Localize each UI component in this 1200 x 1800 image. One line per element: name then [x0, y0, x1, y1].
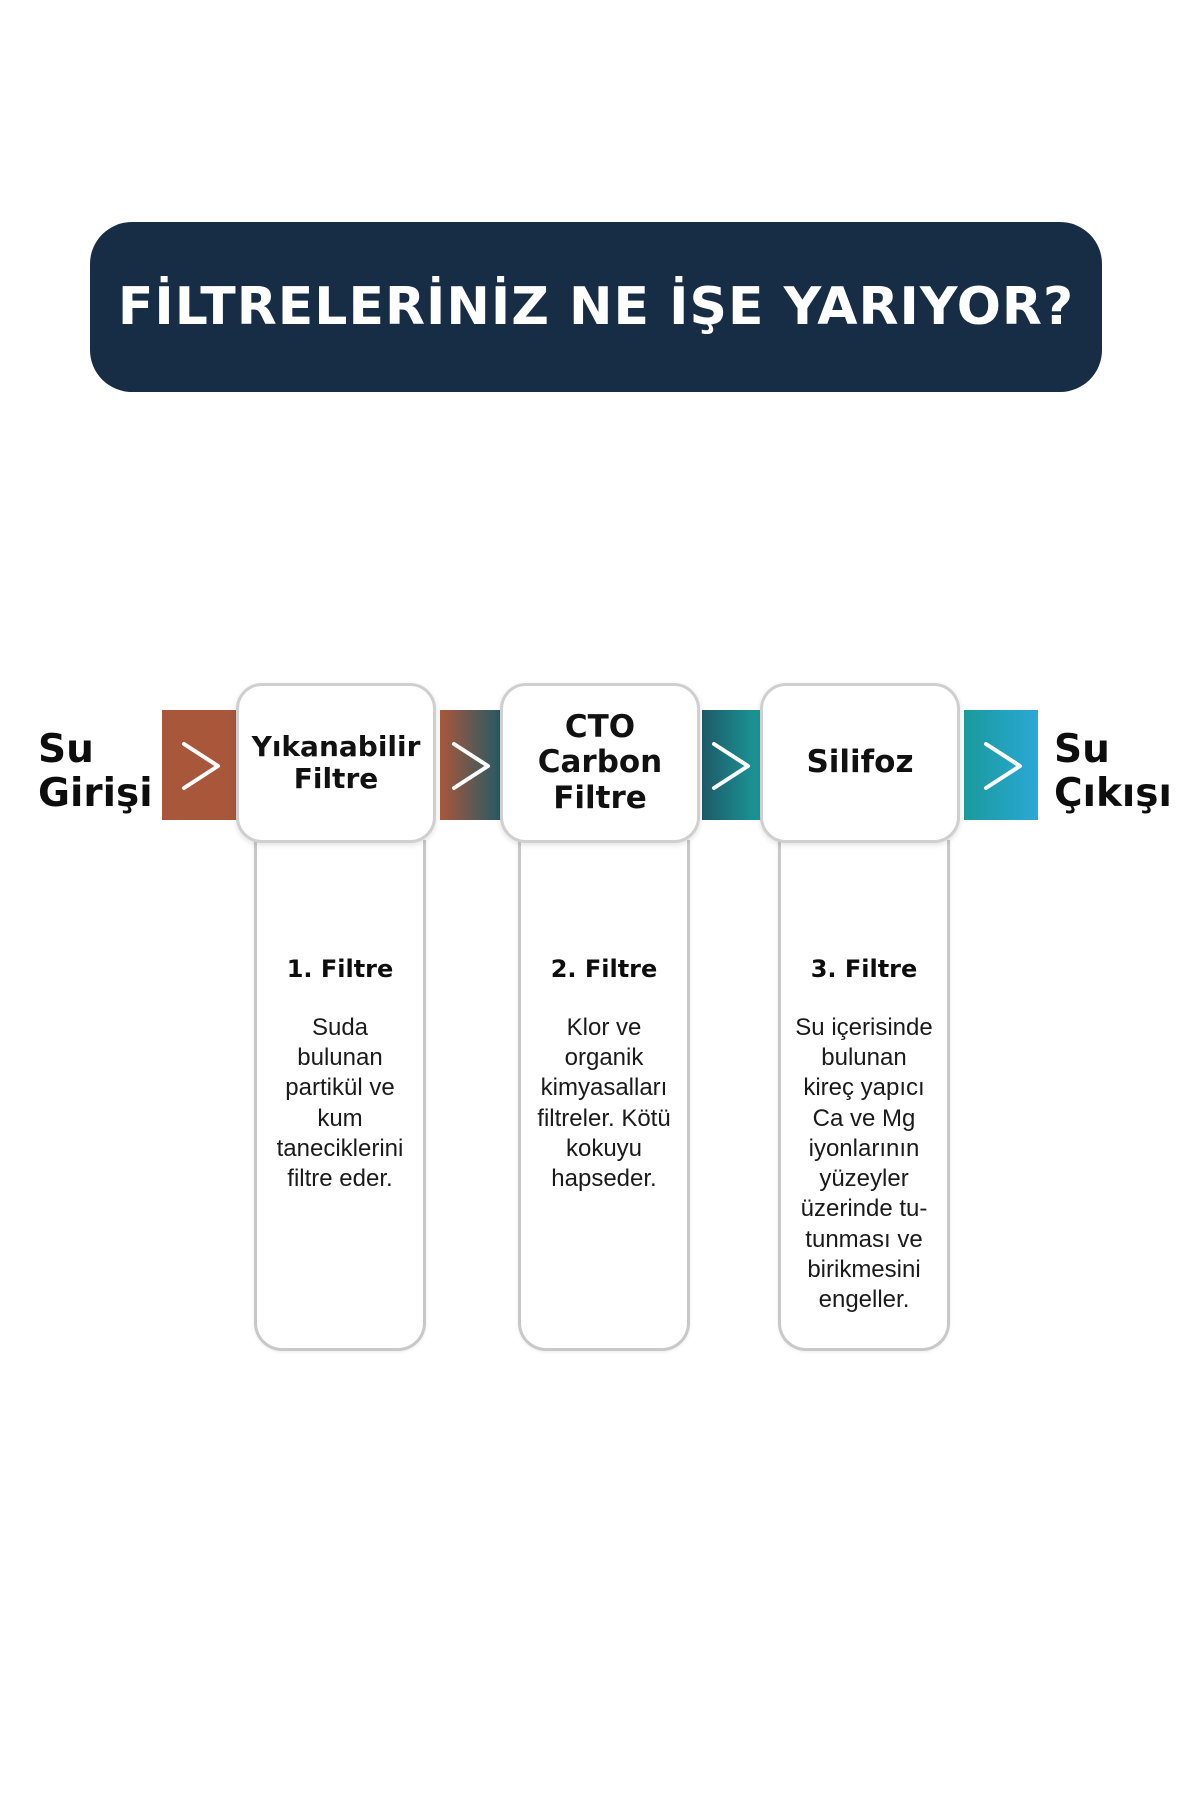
- filter-1-title: Yıkanabilir Filtre: [251, 729, 421, 795]
- filter-2-card: [500, 683, 700, 843]
- filter-2-column: [518, 840, 690, 1351]
- title-banner: [90, 222, 1102, 392]
- filter-3-column: [778, 840, 950, 1351]
- chevron-right-icon: [178, 740, 224, 792]
- filter-3-card: [760, 683, 960, 843]
- filter-2-title: CTO Carbon Filtre: [537, 708, 663, 816]
- filter-3-description: Su içerisinde bulunan kireç yapıcı Ca ve Mg iyonlarının yüzeyler üzerinde tu- tunması ve birikmesini engeller.: [795, 1014, 933, 1314]
- filter-1-column: [254, 840, 426, 1351]
- water-input-label: Su Girişi: [38, 727, 153, 816]
- filter-3-heading: 3. Filtre: [810, 955, 918, 983]
- chevron-right-icon: [448, 740, 494, 792]
- filter-2-heading: 2. Filtre: [550, 955, 658, 983]
- filter-2-description: Klor ve organik kimyasalları filtreler. Kötü kokuyu hapseder.: [537, 1014, 671, 1193]
- filter-1-description: Suda bulunan partikül ve kum taneciklerini filtre eder.: [276, 1014, 404, 1193]
- chevron-right-icon: [708, 740, 754, 792]
- water-output-label: Su Çıkışı: [1054, 727, 1172, 816]
- filter-3-title: Silifoz: [806, 744, 914, 781]
- filter-1-card: [236, 683, 436, 843]
- filter-1-heading: 1. Filtre: [286, 955, 394, 983]
- chevron-right-icon: [980, 740, 1026, 792]
- page-title: FİLTRELERİNİZ NE İŞE YARIYOR?: [117, 277, 1075, 337]
